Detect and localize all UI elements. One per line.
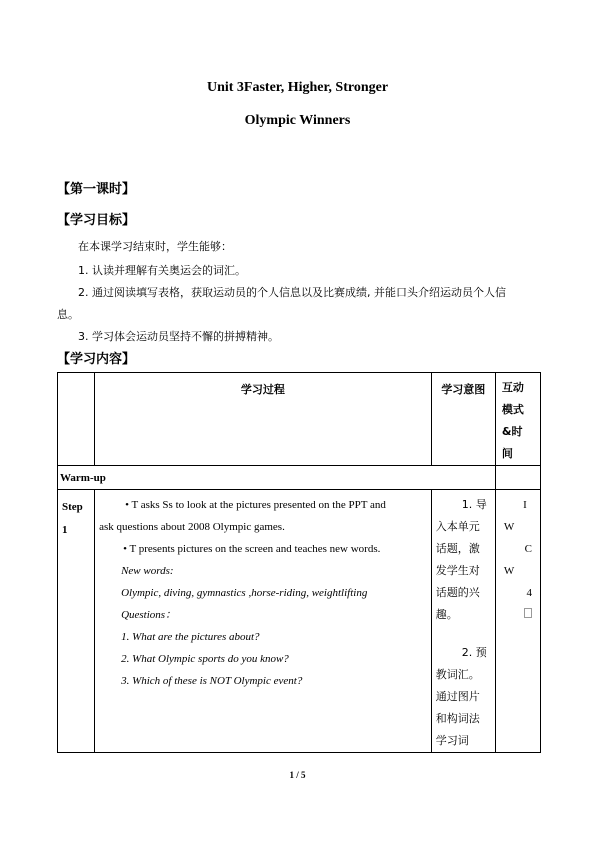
step-row	[58, 490, 541, 753]
content-line: ask questions about 2008 Olympic games.	[99, 521, 285, 533]
interaction-line: I	[523, 499, 527, 511]
objective-item-1: 1. 认读并理解有关奥运会的词汇。	[78, 264, 246, 277]
section-heading-lesson: 【第一课时】	[57, 182, 136, 197]
purpose-line: 趣。	[435, 608, 458, 621]
missing-glyph-icon	[496, 604, 540, 626]
page-number: 1 / 5	[289, 770, 306, 780]
header-interaction-line: 互动	[501, 381, 524, 394]
interaction-line: 4	[526, 587, 532, 599]
header-interaction-line: 模式	[501, 403, 524, 416]
question-item: 3. Which of these is NOT Olympic event?	[121, 675, 303, 687]
warmup-empty-cell	[495, 466, 540, 490]
objectives-intro: 在本课学习结束时，学生能够：	[78, 240, 232, 253]
document-subtitle: Olympic Winners	[244, 113, 351, 128]
section-heading-objectives: 【学习目标】	[57, 213, 136, 228]
interaction-line: W	[503, 521, 515, 533]
objective-item-2: 2. 通过阅读填写表格，获取运动员的个人信息以及比赛成绩, 并能口头介绍运动员个人信	[78, 286, 506, 299]
header-interaction-line: 间	[501, 447, 513, 460]
purpose-line: 话题的兴	[435, 586, 480, 599]
header-interaction	[495, 373, 540, 466]
header-empty-cell	[58, 373, 95, 466]
purpose-line: 和构词法	[435, 712, 480, 725]
header-purpose: 学习意图	[431, 373, 495, 466]
interaction-line: C	[524, 543, 532, 555]
purpose-line: 学习词	[435, 734, 469, 747]
step-label	[58, 490, 95, 753]
lesson-plan-table	[57, 372, 541, 753]
purpose-line: 入本单元	[435, 520, 480, 533]
step-purpose	[431, 490, 495, 753]
question-item: 2. What Olympic sports do you know?	[121, 653, 289, 665]
section-heading-content: 【学习内容】	[57, 352, 136, 367]
content-line: • T asks Ss to look at the pictures presented on the PPT and	[125, 499, 386, 511]
warmup-row	[58, 466, 541, 490]
purpose-line: 教词汇。	[435, 668, 480, 681]
interaction-line: W	[503, 565, 515, 577]
step-label-number: 1	[62, 524, 68, 536]
step-label-word: Step	[62, 501, 83, 513]
purpose-line: 2. 预	[461, 646, 487, 659]
document-title: Unit 3Faster, Higher, Stronger	[206, 80, 389, 95]
purpose-line: 发学生对	[435, 564, 480, 577]
new-words-label: New words:	[121, 565, 174, 577]
content-line: • T presents pictures on the screen and teaches new words.	[123, 543, 381, 555]
new-words-list: Olympic, diving, gymnastics ,horse-riding, weightlifting	[121, 587, 368, 599]
purpose-line: 1. 导	[461, 498, 487, 511]
step-content	[95, 490, 432, 753]
questions-label: Questions：	[121, 609, 177, 621]
header-process: 学习过程	[95, 373, 432, 466]
purpose-gap	[436, 626, 493, 642]
warmup-label: Warm-up	[58, 466, 496, 490]
objective-item-3: 3. 学习体会运动员坚持不懈的拼搏精神。	[78, 330, 279, 343]
table-header-row	[58, 373, 541, 466]
objective-item-2-continued: 息。	[57, 308, 79, 321]
purpose-line: 通过图片	[435, 690, 480, 703]
purpose-line: 话题，激	[435, 542, 480, 555]
header-interaction-line: &时	[501, 425, 523, 438]
step-interaction	[495, 490, 540, 753]
question-item: 1. What are the pictures about?	[121, 631, 260, 643]
